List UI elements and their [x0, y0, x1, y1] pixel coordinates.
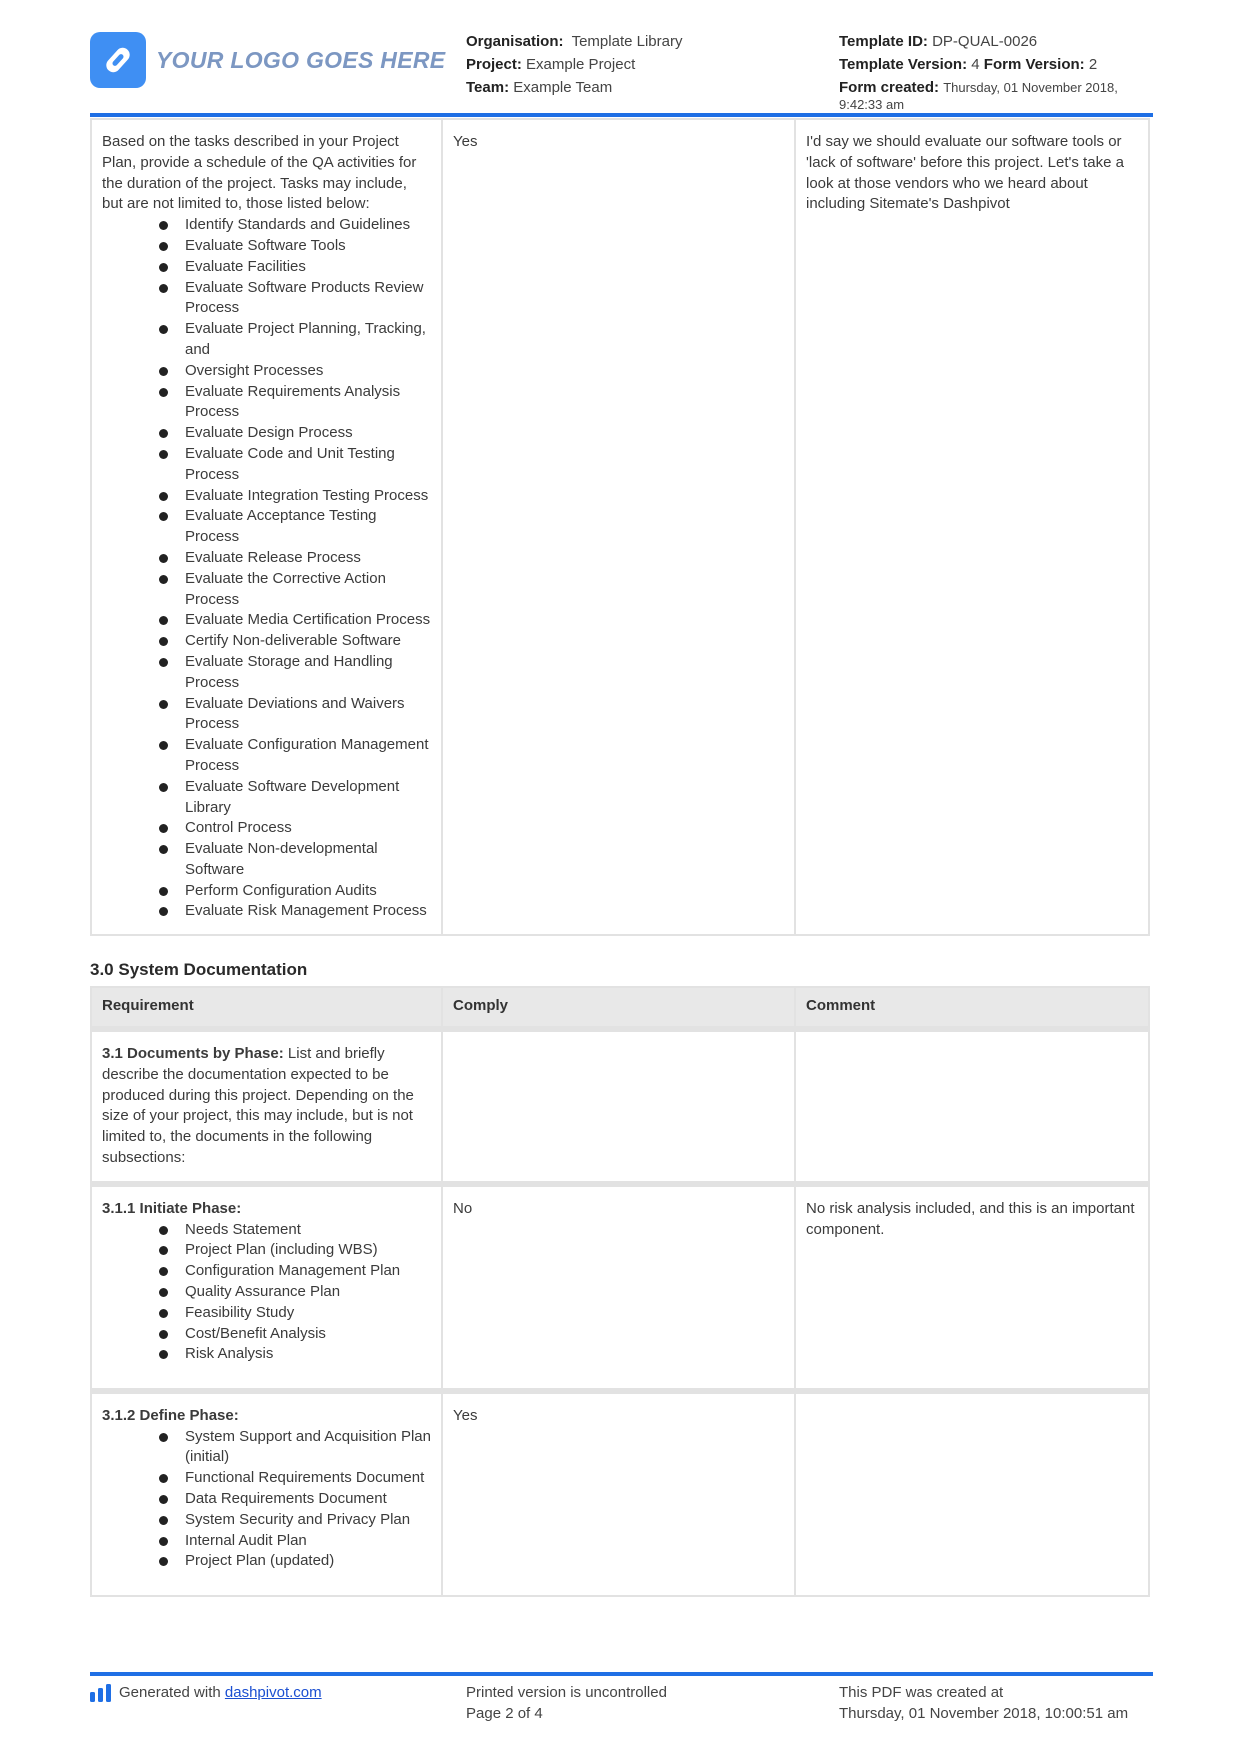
comment-cell: I'd say we should evaluate our software tools or 'lack of software' before this project. Let's take a look at those vendors who we heard about including Sitemate's Dashpivot [796, 118, 1150, 936]
list-item: Evaluate Integration Testing Process [185, 486, 431, 507]
list-item: Oversight Processes [185, 361, 431, 382]
project-label: Project: [466, 56, 522, 73]
header-divider [90, 113, 1153, 117]
footer-generated [90, 1682, 322, 1703]
dashpivot-icon [90, 1684, 112, 1702]
comply-cell: Yes [443, 118, 796, 936]
list-item: Data Requirements Document [185, 1489, 431, 1510]
list-item: Configuration Management Plan [185, 1261, 431, 1282]
project-value: Example Project [526, 56, 636, 73]
header-project-info [466, 30, 796, 99]
list-item: System Support and Acquisition Plan (initial) [185, 1427, 431, 1469]
list-item: Evaluate Software Products Review Process [185, 278, 431, 320]
define-phase-list [102, 1427, 431, 1573]
list-item: Feasibility Study [185, 1303, 431, 1324]
list-item: Risk Analysis [185, 1344, 431, 1365]
qa-task-list [102, 215, 431, 922]
list-item: Needs Statement [185, 1220, 431, 1241]
list-item: Evaluate Media Certification Process [185, 610, 431, 631]
list-item: Control Process [185, 818, 431, 839]
list-item: Functional Requirements Document [185, 1468, 431, 1489]
list-item: Evaluate Storage and Handling Process [185, 652, 431, 694]
form-created-value: Thursday, 01 November 2018, 9:42:33 am [839, 80, 1118, 112]
list-item: Internal Audit Plan [185, 1531, 431, 1552]
page-number: Page 2 of 4 [466, 1705, 543, 1722]
uncontrolled-notice: Printed version is uncontrolled [466, 1684, 667, 1701]
list-item: Evaluate Design Process [185, 423, 431, 444]
table-row [90, 1390, 1150, 1597]
organisation-value: Template Library [571, 33, 683, 50]
requirement-text: Based on the tasks described in your Project Plan, provide a schedule of the QA activities for the duration of the project. Tasks may include, but are not limited to, those listed below: [102, 133, 417, 213]
list-item: Quality Assurance Plan [185, 1282, 431, 1303]
column-header-requirement: Requirement [90, 986, 443, 1028]
column-header-comply: Comply [443, 986, 796, 1028]
list-item: Evaluate Requirements Analysis Process [185, 382, 431, 424]
table-row [90, 1183, 1150, 1390]
requirement-title: 3.1.1 Initiate Phase: [102, 1199, 242, 1217]
comply-cell [443, 1028, 796, 1183]
requirement-cell [90, 1390, 443, 1597]
table-header-row [90, 986, 1150, 1028]
list-item: Evaluate Software Development Library [185, 777, 431, 819]
list-item: Evaluate Acceptance Testing Process [185, 506, 431, 548]
list-item: Perform Configuration Audits [185, 881, 431, 902]
form-created-label: Form created: [839, 79, 940, 96]
system-documentation-table [90, 986, 1150, 1597]
template-version-value: 4 [971, 56, 980, 73]
list-item: Evaluate Release Process [185, 548, 431, 569]
list-item: Evaluate Project Planning, Tracking, and [185, 319, 431, 361]
template-version-label: Template Version: [839, 56, 968, 73]
list-item: Certify Non-deliverable Software [185, 631, 431, 652]
comply-cell: Yes [443, 1390, 796, 1597]
organisation-label: Organisation: [466, 33, 564, 50]
footer-pdf-info [839, 1682, 1128, 1724]
list-item: Evaluate Facilities [185, 257, 431, 278]
column-header-comment: Comment [796, 986, 1150, 1028]
list-item: Evaluate Deviations and Waivers Process [185, 694, 431, 736]
logo-text: YOUR LOGO GOES HERE [156, 46, 446, 73]
page-header [90, 0, 1150, 118]
dashpivot-link[interactable]: dashpivot.com [224, 1684, 322, 1701]
section-title: 3.0 System Documentation [90, 960, 308, 980]
table-row [90, 118, 1150, 936]
team-value: Example Team [513, 79, 613, 96]
template-id-label: Template ID: [839, 33, 928, 50]
requirement-cell [90, 118, 443, 936]
requirement-cell [90, 1028, 443, 1183]
comment-cell: No risk analysis included, and this is an important component. [796, 1183, 1150, 1390]
initiate-phase-list [102, 1220, 431, 1366]
pdf-created-label: This PDF was created at [839, 1684, 1004, 1701]
pdf-created-value: Thursday, 01 November 2018, 10:00:51 am [839, 1705, 1129, 1722]
table-row [90, 1028, 1150, 1183]
comply-cell: No [443, 1183, 796, 1390]
list-item: Evaluate Configuration Management Process [185, 735, 431, 777]
list-item: Evaluate Non-developmental Software [185, 839, 431, 881]
requirement-title: 3.1.2 Define Phase: [102, 1406, 239, 1424]
list-item: Project Plan (updated) [185, 1551, 431, 1572]
list-item: Evaluate the Corrective Action Process [185, 569, 431, 611]
comment-cell [796, 1390, 1150, 1597]
requirement-title: 3.1 Documents by Phase: [102, 1045, 284, 1063]
form-version-label: Form Version: [983, 56, 1085, 73]
list-item: System Security and Privacy Plan [185, 1510, 431, 1531]
comment-cell [796, 1028, 1150, 1183]
footer-print-info [466, 1682, 667, 1724]
list-item: Evaluate Code and Unit Testing Process [185, 444, 431, 486]
requirement-cell [90, 1183, 443, 1390]
logo-mark-icon [90, 32, 146, 88]
team-label: Team: [466, 79, 510, 96]
document-page [90, 0, 1150, 1597]
list-item: Identify Standards and Guidelines [185, 215, 431, 236]
list-item: Evaluate Software Tools [185, 236, 431, 257]
company-logo [90, 32, 445, 88]
list-item: Project Plan (including WBS) [185, 1240, 431, 1261]
header-template-info [839, 30, 1139, 113]
form-version-value: 2 [1088, 56, 1098, 73]
page-footer [90, 1672, 1153, 1722]
requirement-text: List and briefly describe the documentation expected to be produced during this project. Depending on the size of your project, this may include, but is not limited to, the documents in the following subsections: [102, 1045, 414, 1167]
list-item: Evaluate Risk Management Process [185, 901, 431, 922]
generated-with-text: Generated with [119, 1684, 221, 1701]
template-id-value: DP-QUAL-0026 [932, 33, 1038, 50]
footer-divider [90, 1672, 1153, 1676]
qa-schedule-table [90, 118, 1150, 936]
list-item: Cost/Benefit Analysis [185, 1324, 431, 1345]
